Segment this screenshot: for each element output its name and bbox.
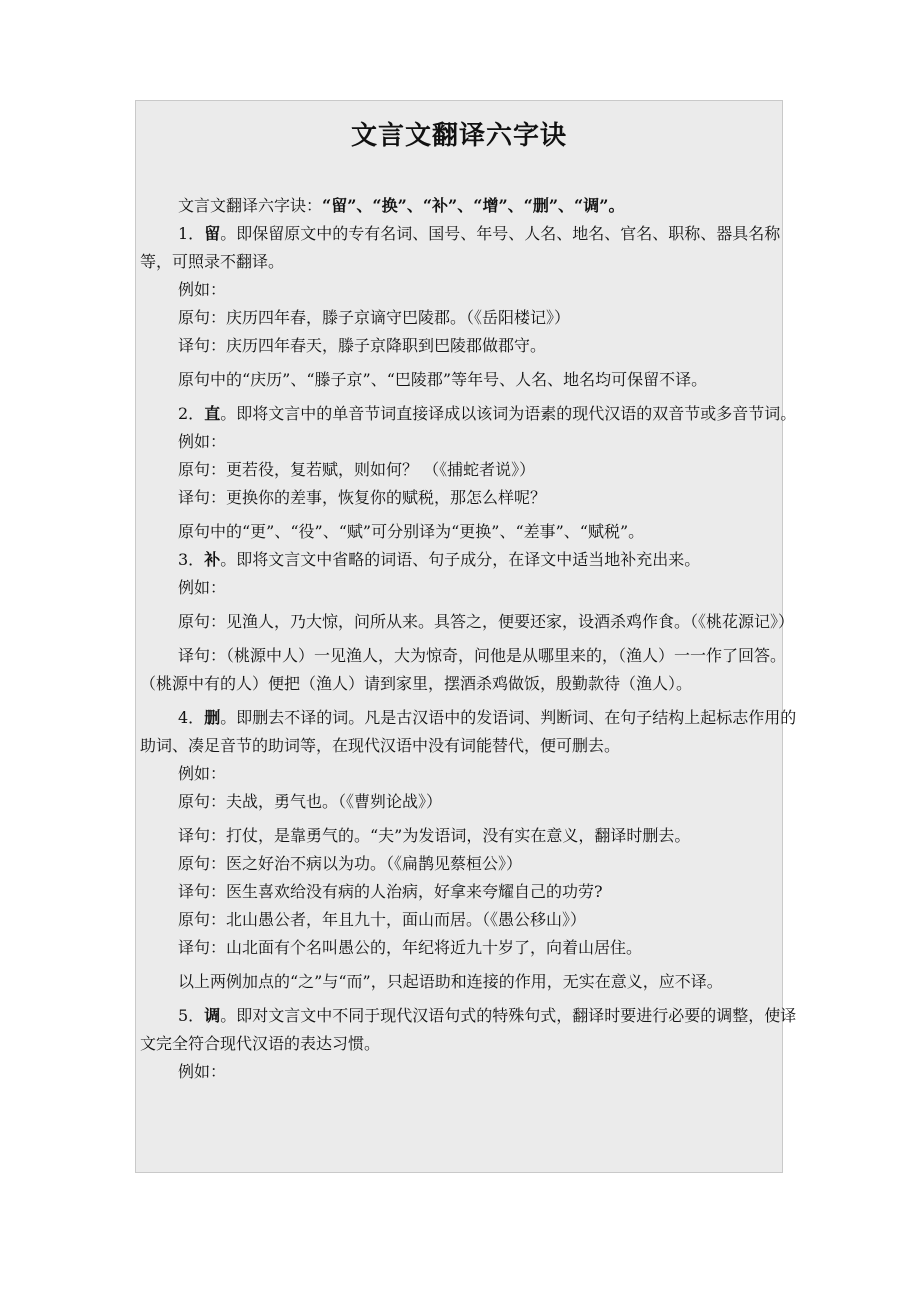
section-2-number: 2． xyxy=(178,404,205,423)
section-3-keyword: 补 xyxy=(204,550,221,569)
section-1-translation: 译句：庆历四年春天，滕子京降职到巴陵郡做郡守。 xyxy=(178,336,547,355)
section-1-note: 原句中的“庆历”、“滕子京”、“巴陵郡”等年号、人名、地名均可保留不译。 xyxy=(178,370,708,389)
section-4-translation-1: 译句：打仗，是靠勇气的。“夫”为发语词，没有实在意义，翻译时删去。 xyxy=(178,826,691,845)
section-3-original: 原句：见渔人，乃大惊，问所从来。具答之，便要还家，设酒杀鸡作食。（《桃花源记》） xyxy=(178,612,795,631)
section-3-number: 3． xyxy=(178,550,205,569)
section-2-translation: 译句：更换你的差事，恢复你的赋税，那怎么样呢？ xyxy=(178,488,547,507)
section-3-definition xyxy=(140,546,800,574)
intro-line xyxy=(140,192,800,220)
section-5-text: 。即对文言文中不同于现代汉语句式的特殊句式，翻译时要进行必要的调整，使译文完全符合现代汉语的表达习惯。 xyxy=(140,1006,797,1053)
section-2-note: 原句中的“更”、“役”、“赋”可分别译为“更换”、“差事”、“赋税”。 xyxy=(178,522,645,541)
section-3-translation: 译句：（桃源中人）一见渔人，大为惊奇，问他是从哪里来的，（渔人）一一作了回答。（桃源中有的人）便把（渔人）请到家里，摆酒杀鸡做饭，殷勤款待（渔人）。 xyxy=(140,646,787,693)
section-4-translation-3: 译句：山北面有个名叫愚公的，年纪将近九十岁了，向着山居住。 xyxy=(178,938,643,957)
page-title: 文言文翻译六字诀 xyxy=(350,121,567,151)
section-1-number: 1． xyxy=(178,224,205,243)
document-body xyxy=(140,192,800,1086)
section-5-definition xyxy=(140,1002,800,1058)
section-2-keyword: 直 xyxy=(204,404,221,423)
section-3-example-label: 例如： xyxy=(178,578,227,597)
section-1-original: 原句：庆历四年春，滕子京谪守巴陵郡。（《岳阳楼记》） xyxy=(178,308,571,327)
section-4-translation-2: 译句：医生喜欢给没有病的人治病，好拿来夸耀自己的功劳? xyxy=(178,882,603,901)
section-4-original-1: 原句：夫战，勇气也。（《曹刿论战》） xyxy=(178,792,443,811)
section-4-text: 。即删去不译的词。凡是古汉语中的发语词、判断词、在句子结构上起标志作用的助词、凑足音节的助词等，在现代汉语中没有词能替代，便可删去。 xyxy=(140,708,797,755)
section-4-number: 4． xyxy=(178,708,205,727)
section-4-example-label: 例如： xyxy=(178,764,227,783)
section-4-definition xyxy=(140,704,800,760)
section-4-original-2: 原句：医之好治不病以为功。（《扁鹊见蔡桓公》） xyxy=(178,854,523,873)
section-3-text: 。即将文言文中省略的词语、句子成分，在译文中适当地补充出来。 xyxy=(220,550,701,569)
intro-keys: “留”、“换”、“补”、“增”、“删”、“调”。 xyxy=(322,196,625,215)
section-1-example-label: 例如： xyxy=(178,280,227,299)
section-5-number: 5． xyxy=(178,1006,205,1025)
section-2-original: 原句：更若役，复若赋，则如何？ （《捕蛇者说》） xyxy=(178,460,536,479)
section-2-example-label: 例如： xyxy=(178,432,227,451)
section-4-original-3: 原句：北山愚公者，年且九十，面山而居。（《愚公移山》） xyxy=(178,910,587,929)
section-5-example-label: 例如： xyxy=(178,1062,227,1081)
section-1-keyword: 留 xyxy=(204,224,221,243)
section-4-note: 以上两例加点的“之”与“而”，只起语助和连接的作用，无实在意义，应不译。 xyxy=(178,972,723,991)
intro-prefix: 文言文翻译六字诀： xyxy=(178,196,323,215)
section-4-keyword: 删 xyxy=(204,708,221,727)
section-1-definition xyxy=(140,220,800,276)
section-2-definition xyxy=(140,400,800,428)
section-1-text: 。即保留原文中的专有名词、国号、年号、人名、地名、官名、职称、器具名称等，可照录不翻译。 xyxy=(140,224,781,271)
section-5-keyword: 调 xyxy=(204,1006,221,1025)
section-2-text: 。即将文言中的单音节词直接译成以该词为语素的现代汉语的双音节或多音节词。 xyxy=(220,404,797,423)
